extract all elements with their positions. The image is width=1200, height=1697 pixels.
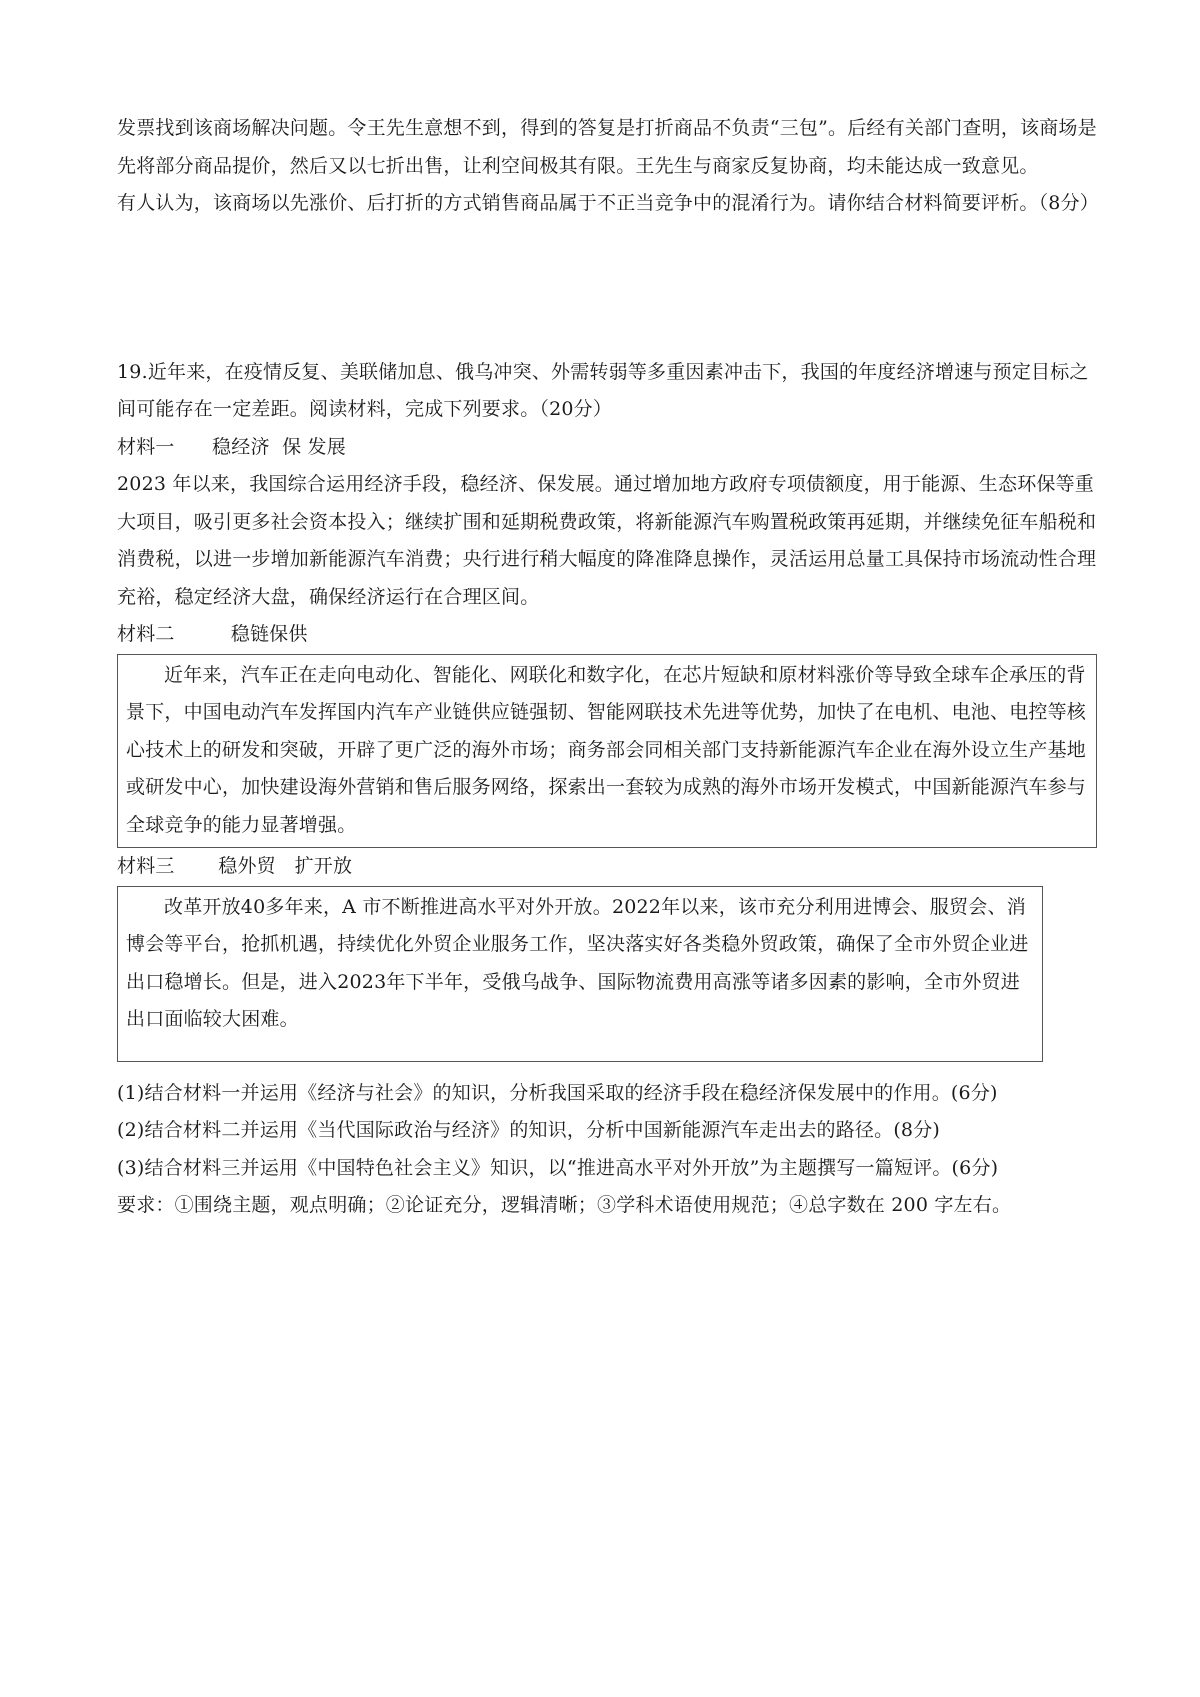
q18-question: 有人认为，该商场以先涨价、后打折的方式销售商品属于不正当竞争中的混淆行为。请你结合材料简要评析。（8分） (117, 192, 1099, 214)
material3-text: 改革开放40多年来，A 市不断推进高水平对外开放。2022年以来，该市充分利用进博会、服贸会、消博会等平台，抢抓机遇，持续优化外贸企业服务工作，坚决落实好各类稳外贸政策，确保了全市外贸企业进出口稳增长。但是，进入2023年下半年，受俄乌战争、国际物流费用高涨等诸多因素的影响，全市外贸进出口面临较大困难。 (126, 895, 1029, 1030)
material1-text: 2023 年以来，我国综合运用经济手段，稳经济、保发展。通过增加地方政府专项债额度，用于能源、生态环保等重大项目，吸引更多社会资本投入；继续扩围和延期税费政策，将新能源汽车购置税政策再延期，并继续免征车船税和消费税，以进一步增加新能源汽车消费；央行进行稍大幅度的降准降息操作，灵活运用总量工具保持市场流动性合理充裕，稳定经济大盘，确保经济运行在合理区间。 (117, 473, 1097, 608)
sub-question-1: (1)结合材料一并运用《经济与社会》的知识，分析我国采取的经济手段在稳经济保发展中的作用。(6分) (117, 1081, 998, 1104)
material2-heading: 材料二 稳链保供 (117, 623, 308, 645)
sub-question-3: (3)结合材料三并运用《中国特色社会主义》知识，以“推进高水平对外开放”为主题撰写一篇短评。(6分) (117, 1156, 999, 1179)
requirements: 要求：①围绕主题，观点明确；②论证充分，逻辑清晰；③学科术语使用规范；④总字数在 200 字左右。 (117, 1194, 1012, 1216)
q19-intro: 19.近年来，在疫情反复、美联储加息、俄乌冲突、外需转弱等多重因素冲击下，我国的年度经济增速与预定目标之间可能存在一定差距。阅读材料，完成下列要求。（20分） (117, 360, 1089, 420)
exam-page (117, 110, 1097, 1225)
material3-heading: 材料三 稳外贸 扩开放 (117, 855, 353, 877)
material1-heading: 材料一 稳经济 保 发展 (117, 435, 346, 458)
material3-box (117, 886, 1043, 1062)
answer-space (117, 223, 1097, 354)
q18-paragraph: 发票找到该商场解决问题。令王先生意想不到，得到的答复是打折商品不负责“三包”。后经有关部门查明，该商场是先将部分商品提价，然后又以七折出售，让利空间极其有限。王先生与商家反复协商，均未能达成一致意见。 (117, 117, 1097, 177)
sub-question-2: (2)结合材料二并运用《当代国际政治与经济》的知识，分析中国新能源汽车走出去的路径。(8分) (117, 1119, 941, 1141)
material2-box (117, 654, 1097, 849)
material2-text: 近年来，汽车正在走向电动化、智能化、网联化和数字化，在芯片短缺和原材料涨价等导致全球车企承压的背景下，中国电动汽车发挥国内汽车产业链供应链强韧、智能网联技术先进等优势，加快了在电机、电池、电控等核心技术上的研发和突破，开辟了更广泛的海外市场；商务部会同相关部门支持新能源汽车企业在海外设立生产基地或研发中心，加快建设海外营销和售后服务网络，探索出一套较为成熟的海外市场开发模式，中国新能源汽车参与全球竞争的能力显著增强。 (126, 663, 1087, 836)
